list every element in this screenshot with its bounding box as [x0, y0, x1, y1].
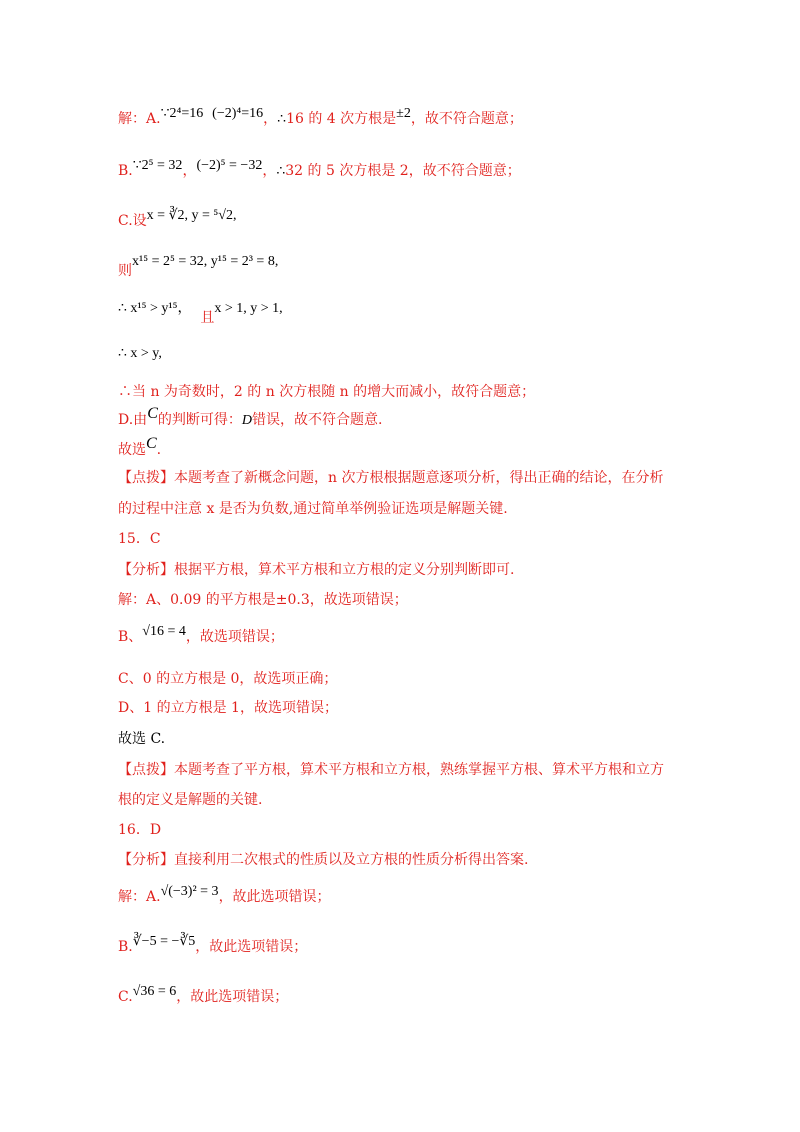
text: ，故此选项错误；	[176, 989, 289, 1005]
solution-line-answer	[118, 435, 162, 459]
equation: (−2)⁵ = −32	[196, 158, 263, 173]
equation: (−2)⁴=16	[212, 106, 264, 121]
text: ∴当 n 为奇数时，2 的 n 次方根随 n 的增大而减小，故符合题意；	[118, 384, 536, 400]
text: 故选 C.	[118, 731, 166, 747]
text: 【分析】直接利用二次根式的性质以及立方根的性质分析得出答案.	[118, 852, 529, 868]
solution-line-c4	[118, 346, 162, 369]
text: ，故选项错误；	[185, 629, 284, 645]
label: 解：A.	[118, 111, 161, 127]
text: 16．D	[118, 822, 162, 838]
text: C、0 的立方根是 0，故选项正确；	[118, 671, 338, 687]
solution-15-d	[118, 699, 338, 717]
solution-16-c	[118, 984, 289, 1007]
punct: ，	[262, 163, 277, 179]
equation: D	[241, 413, 252, 428]
text: 错误，故不符合题意.	[251, 412, 383, 428]
question-15-heading	[118, 530, 161, 548]
text: ，故不符合题意；	[410, 111, 523, 127]
label: C.设	[118, 213, 147, 229]
label: 故选	[118, 442, 146, 458]
equation: ±2	[396, 106, 411, 121]
tip-line-2	[118, 500, 508, 518]
text: 根的定义是解题的关键.	[118, 792, 263, 808]
solution-line-c3	[118, 301, 283, 326]
solution-16-a	[118, 884, 331, 907]
solution-15-a	[118, 591, 408, 609]
solution-15-c	[118, 670, 337, 688]
text: D、1 的立方根是 1，故选项错误；	[118, 700, 338, 716]
solution-16-b	[118, 934, 308, 957]
label: 解：A.	[118, 889, 161, 905]
text: 解：A、0.09 的平方根是±0.3，故选项错误；	[118, 592, 408, 608]
solution-15-b	[118, 624, 284, 647]
equation: x > 1, y > 1,	[214, 301, 283, 316]
text: 的判断可得：	[157, 412, 242, 428]
text: 15．C	[118, 531, 161, 547]
label: B.	[118, 939, 133, 955]
equation: C	[147, 405, 158, 422]
equation: √36 = 6	[132, 984, 177, 999]
text: 16 的 4 次方根是	[286, 111, 397, 127]
label: 则	[118, 263, 132, 279]
text: 【分析】根据平方根，算术平方根和立方根的定义分别判断即可.	[118, 562, 515, 578]
equation: √(−3)² = 3	[160, 884, 219, 899]
text: ，故此选项错误；	[218, 889, 331, 905]
tip-15-line-2	[118, 791, 262, 809]
solution-line-b	[118, 158, 521, 181]
equation: ∵2⁵ = 32	[132, 158, 183, 173]
equation: ∵2⁴=16	[160, 106, 204, 121]
text: 且	[200, 310, 215, 326]
label: B.	[118, 163, 133, 179]
text: 【点拨】本题考查了平方根，算术平方根和立方根，熟练掌握平方根、算术平方根和立方	[118, 762, 664, 778]
tip-15-line-1	[118, 761, 664, 779]
solution-line-a	[118, 106, 523, 129]
text: 【点拨】本题考查了新概念问题，n 次方根根据题意逐项分析，得出正确的结论，在分析	[118, 470, 664, 486]
punct: ，	[177, 301, 192, 316]
equation: x¹⁵ = 2⁵ = 32, y¹⁵ = 2³ = 8,	[132, 254, 279, 269]
therefore-symbol: ∴	[276, 164, 286, 179]
solution-line-d	[118, 405, 383, 430]
answer-15	[118, 730, 165, 748]
text: 的过程中注意 x 是否为负数,通过简单举例验证选项是解题关键.	[118, 501, 508, 517]
question-16-heading	[118, 821, 161, 839]
punct: .	[156, 442, 162, 458]
text: ，故此选项错误；	[195, 939, 308, 955]
analysis-16	[118, 851, 528, 869]
punct: ，	[263, 111, 278, 127]
analysis-15	[118, 561, 514, 579]
equation: C	[146, 435, 157, 452]
punct: ，	[182, 163, 197, 179]
solution-line-c2	[118, 254, 279, 281]
solution-line-c5	[118, 383, 535, 401]
tip-line-1	[118, 469, 663, 487]
equation: ∴ x > y,	[118, 346, 162, 361]
label: B、	[118, 629, 143, 645]
label: C.	[118, 989, 133, 1005]
text: 32 的 5 次方根是 2，故不符合题意；	[285, 163, 521, 179]
therefore-symbol: ∴	[277, 112, 287, 127]
equation: x = ∛2, y = ⁵√2,	[146, 208, 237, 223]
equation: √16 = 4	[142, 624, 186, 639]
label: D.由	[118, 412, 148, 428]
equation: ∴ x¹⁵ > y¹⁵	[118, 301, 178, 316]
equation: ∛−5 = −∛5	[132, 934, 196, 949]
solution-line-c	[118, 208, 237, 231]
